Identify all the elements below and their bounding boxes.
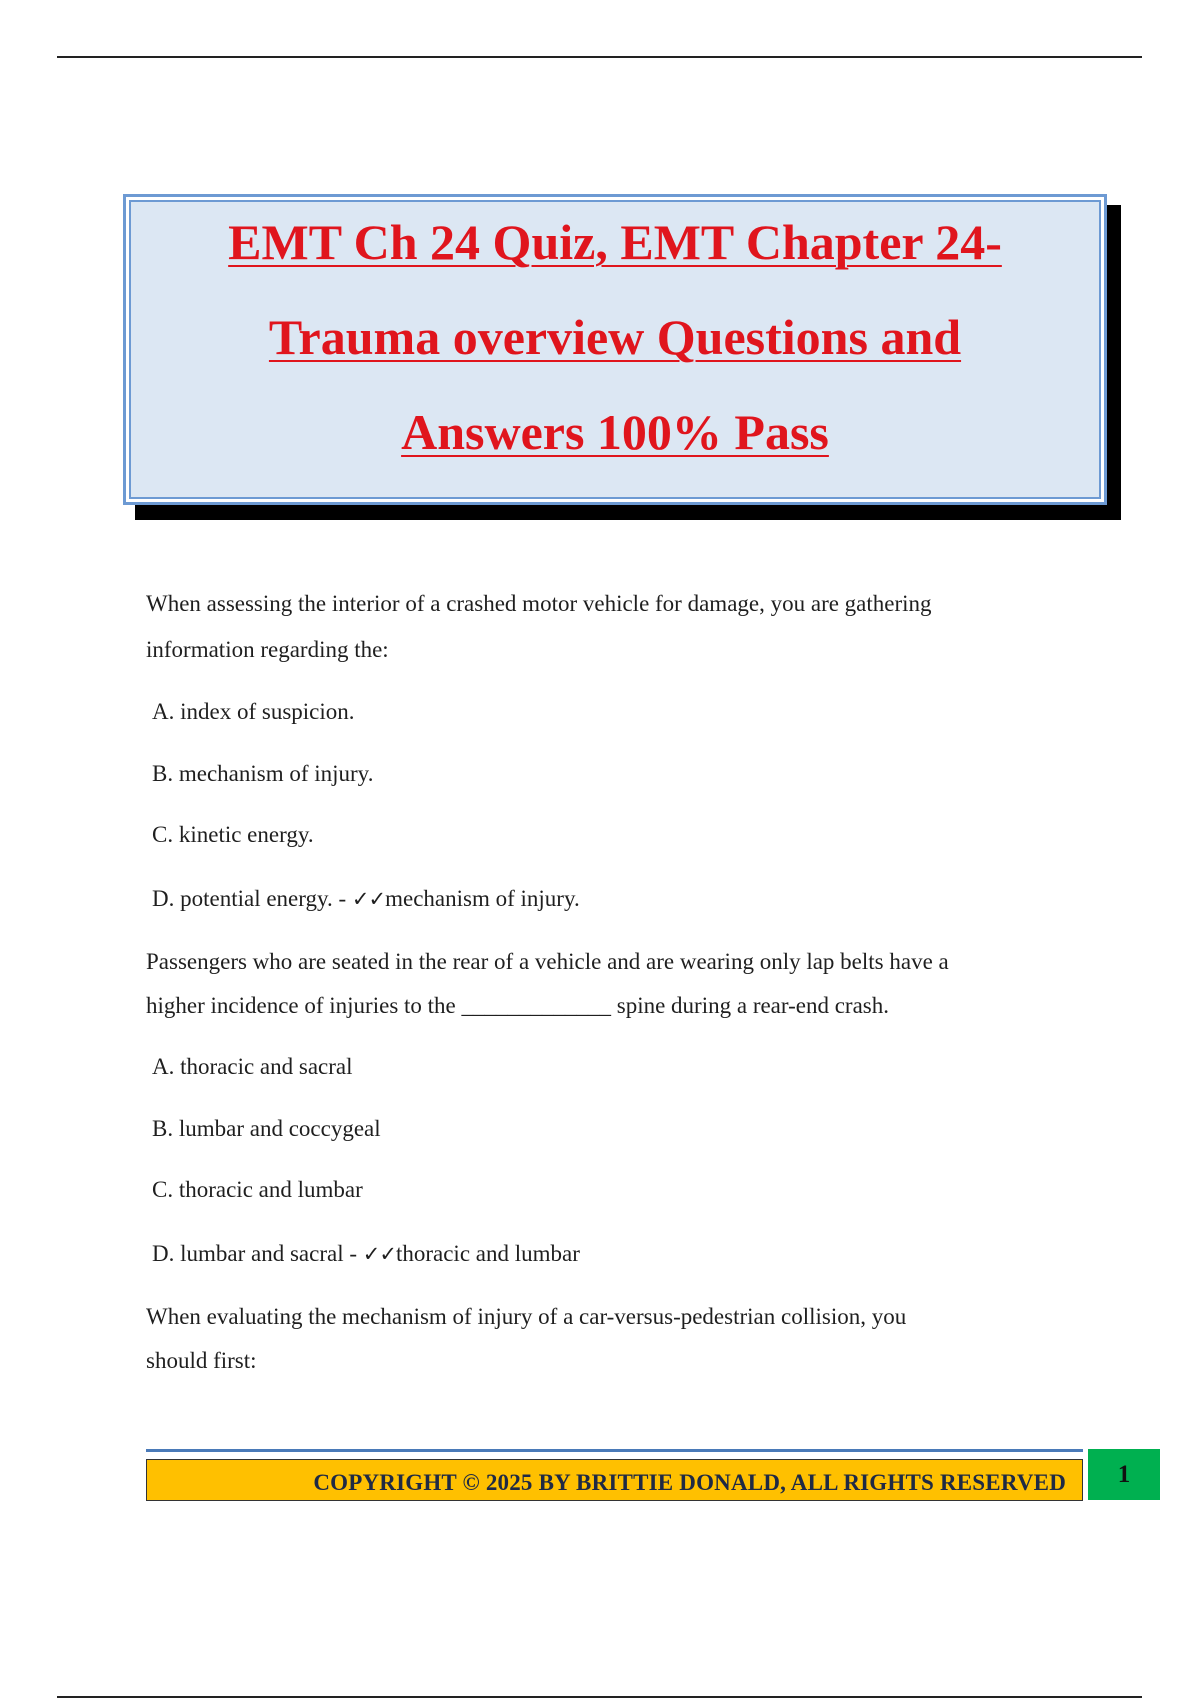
question-1-option-d-row <box>152 887 580 910</box>
question-2-option-d-row <box>152 1242 580 1265</box>
top-rule <box>57 56 1142 58</box>
question-3-line-1: When evaluating the mechanism of injury of a car-versus-pedestrian collision, you <box>146 1304 907 1329</box>
footer-rule <box>146 1449 1083 1452</box>
check-icon: ✓✓ <box>351 887 386 911</box>
title-line-1: EMT Ch 24 Quiz, EMT Chapter 24- <box>228 214 1002 270</box>
question-2-option-b: B. lumbar and coccygeal <box>152 1116 381 1141</box>
page-number: 1 <box>1117 1461 1131 1488</box>
question-1-line-1: When assessing the interior of a crashed motor vehicle for damage, you are gathering <box>146 591 932 616</box>
question-1-option-d: D. potential energy. - <box>152 886 352 911</box>
question-2-line-2: higher incidence of injuries to the _____________ spine during a rear-end crash. <box>146 993 889 1018</box>
question-2-option-a: A. thoracic and sacral <box>152 1054 353 1079</box>
copyright-text: COPYRIGHT © 2025 BY BRITTIE DONALD, ALL RIGHTS RESERVED <box>313 1470 1066 1495</box>
question-2-option-d: D. lumbar and sacral - <box>152 1241 363 1266</box>
page-number-badge <box>1088 1449 1160 1500</box>
question-2-answer: thoracic and lumbar <box>395 1241 580 1266</box>
question-1-option-a: A. index of suspicion. <box>152 699 355 724</box>
question-1-line-2: information regarding the: <box>146 637 389 662</box>
question-1-option-c: C. kinetic energy. <box>152 822 314 847</box>
title-line-3: Answers 100% Pass <box>401 404 829 460</box>
question-1-option-b: B. mechanism of injury. <box>152 761 374 786</box>
question-2-line-1: Passengers who are seated in the rear of a vehicle and are wearing only lap belts have a <box>146 949 949 974</box>
question-3-line-2: should first: <box>146 1348 257 1373</box>
question-1-answer: mechanism of injury. <box>385 886 580 911</box>
title-box <box>123 194 1107 505</box>
check-icon: ✓✓ <box>362 1242 396 1266</box>
title-line-2: Trauma overview Questions and <box>268 309 962 365</box>
copyright-bar <box>146 1459 1083 1501</box>
bottom-rule <box>57 1696 1142 1698</box>
question-2-option-c: C. thoracic and lumbar <box>152 1177 363 1202</box>
